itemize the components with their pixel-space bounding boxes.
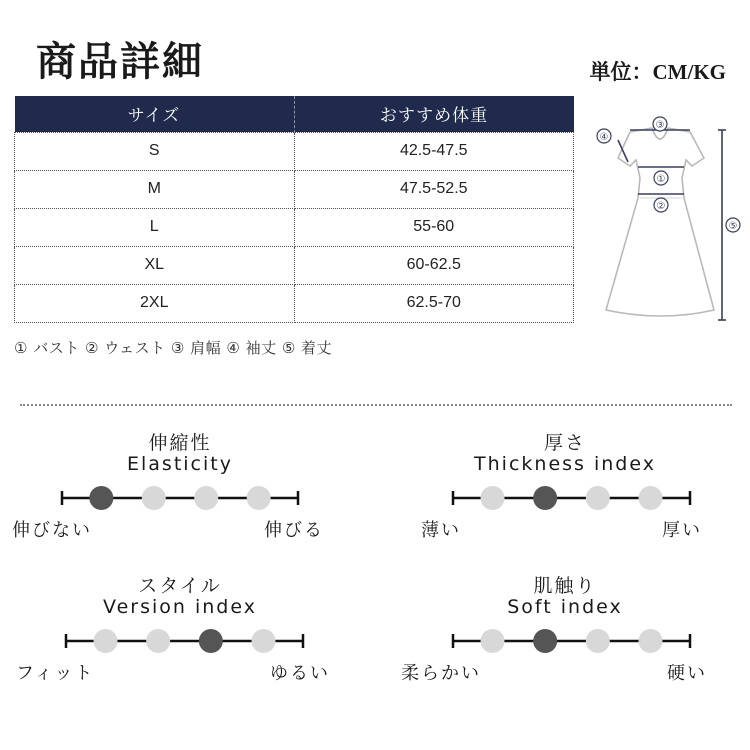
dress-diagram — [582, 110, 742, 330]
size-cell: S — [15, 132, 295, 170]
page-title: 商品詳細 — [36, 38, 204, 85]
rating-thickness — [405, 428, 725, 541]
rating-low-label: 伸びない — [12, 520, 92, 541]
scale-dot — [639, 486, 663, 510]
rating-elasticity — [12, 428, 340, 541]
rating-low-label: フィット — [16, 663, 95, 684]
weight-cell: 55-60 — [294, 208, 574, 246]
scale-dot — [481, 629, 505, 653]
rating-title-jp: 伸縮性 — [148, 432, 212, 454]
marker-length: ⑤ — [728, 221, 738, 232]
size-cell: M — [15, 170, 295, 208]
rating-scale — [20, 480, 340, 520]
rating-low-label: 柔らかい — [401, 663, 481, 684]
scale-dot-active — [533, 486, 557, 510]
scale-dot — [247, 486, 271, 510]
header-weight: おすすめ体重 — [294, 96, 574, 132]
unit-label: 単位：CM/KG — [589, 60, 726, 84]
rating-high-label: ゆるい — [270, 663, 330, 684]
rating-high-label: 厚い — [662, 520, 702, 541]
size-cell: L — [15, 208, 295, 246]
scale-dot — [252, 629, 276, 653]
scale-dot-active — [89, 486, 113, 510]
section-divider — [20, 404, 732, 406]
scale-dot — [481, 486, 505, 510]
scale-dot — [194, 486, 218, 510]
weight-cell: 47.5-52.5 — [294, 170, 574, 208]
size-cell: 2XL — [15, 284, 295, 322]
scale-dot — [586, 486, 610, 510]
table-row — [15, 132, 574, 170]
rating-high-label: 伸びる — [264, 520, 324, 541]
header-size: サイズ — [15, 96, 295, 132]
rating-scale — [405, 623, 725, 663]
rating-soft — [401, 571, 725, 684]
scale-dot-active — [199, 629, 223, 653]
rating-scale — [405, 480, 725, 520]
marker-bust: ① — [656, 174, 666, 185]
scale-dot — [586, 629, 610, 653]
table-row — [15, 208, 574, 246]
scale-dot — [146, 629, 170, 653]
marker-sleeve: ④ — [599, 132, 609, 143]
rating-scale — [20, 623, 340, 663]
measurement-legend: ① バスト ② ウェスト ③ 肩幅 ④ 袖丈 ⑤ 着丈 — [14, 339, 333, 357]
scale-dot — [142, 486, 166, 510]
table-row — [15, 170, 574, 208]
dress-outline — [606, 128, 714, 316]
rating-title-jp: 厚さ — [543, 432, 586, 454]
rating-version — [16, 571, 340, 684]
size-table-header — [15, 96, 574, 132]
table-row — [15, 246, 574, 284]
scale-dot — [639, 629, 663, 653]
rating-low-label: 薄い — [421, 520, 461, 541]
rating-title-jp: 肌触り — [533, 575, 597, 597]
marker-waist: ② — [656, 201, 666, 212]
weight-cell: 62.5-70 — [294, 284, 574, 322]
size-cell: XL — [15, 246, 295, 284]
rating-title-en: Version index — [103, 596, 257, 618]
weight-cell: 60-62.5 — [294, 246, 574, 284]
rating-title-en: Thickness index — [474, 453, 656, 475]
scale-dot-active — [533, 629, 557, 653]
scale-dot — [94, 629, 118, 653]
marker-shoulder: ③ — [655, 120, 665, 131]
rating-title-en: Soft index — [507, 596, 623, 618]
size-table — [14, 96, 574, 323]
weight-cell: 42.5-47.5 — [294, 132, 574, 170]
rating-title-en: Elasticity — [127, 453, 233, 475]
table-row — [15, 284, 574, 322]
rating-title-jp: スタイル — [138, 575, 222, 597]
rating-high-label: 硬い — [667, 663, 707, 684]
